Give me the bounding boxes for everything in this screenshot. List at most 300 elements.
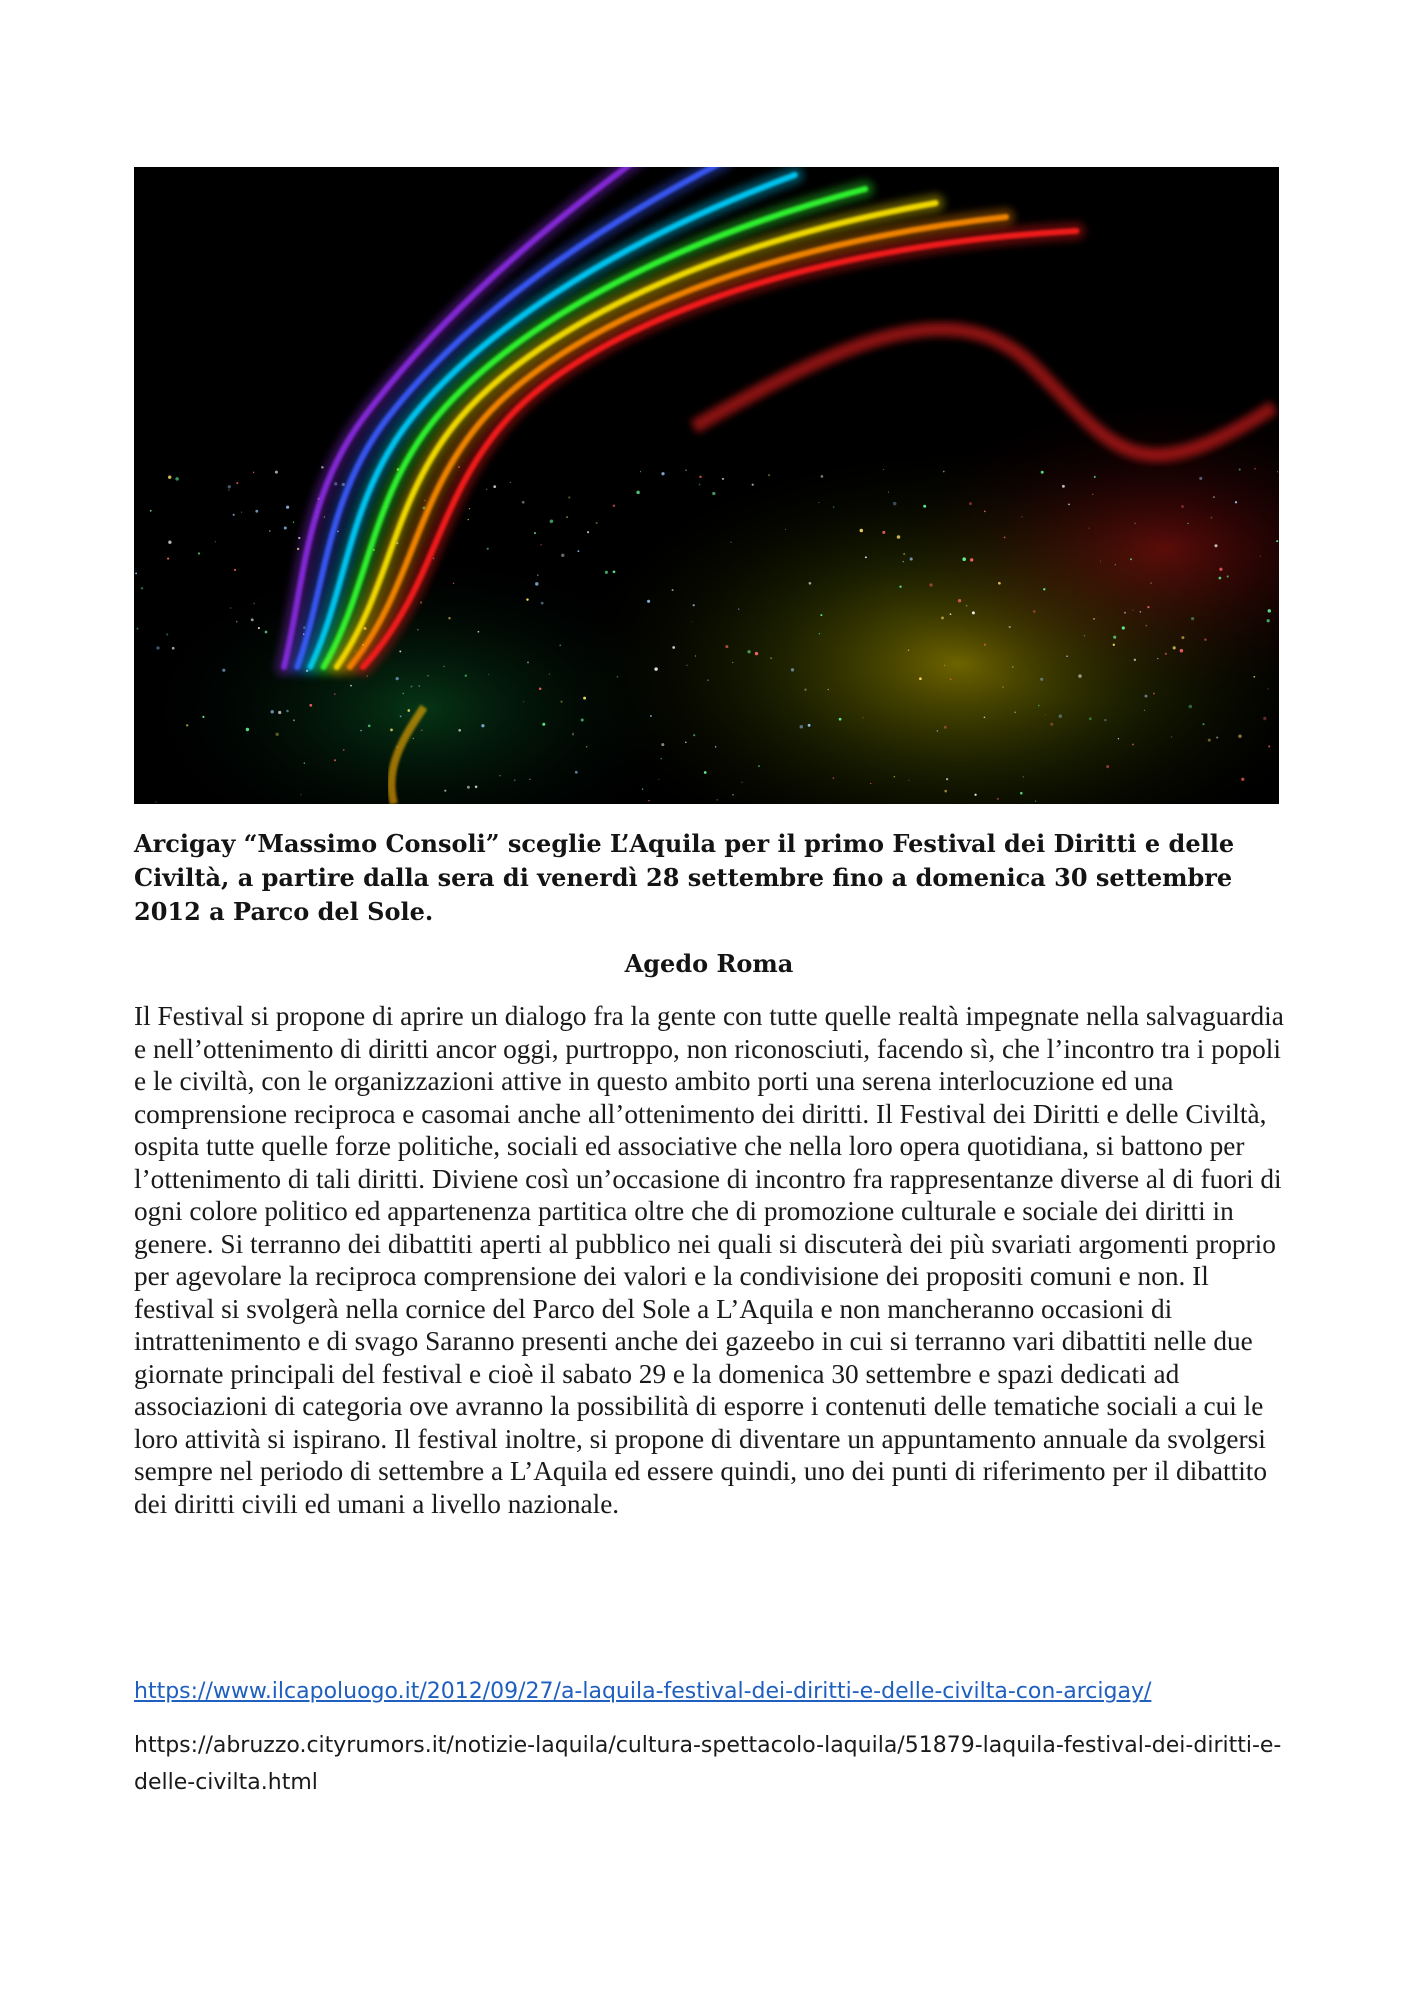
star [699,476,701,478]
hero-image [134,167,1279,804]
star [444,790,446,792]
star [672,589,674,591]
star [691,621,692,622]
star [997,798,999,800]
star [481,724,484,727]
star [1035,800,1036,801]
star [258,627,260,629]
star [966,605,968,607]
star [198,552,200,554]
star [969,502,972,505]
star [1241,778,1244,781]
star [958,599,961,602]
star [560,701,562,703]
star [1147,606,1149,608]
star [343,749,345,751]
star [549,674,550,675]
star [919,677,922,680]
star [808,724,811,727]
star [833,506,835,508]
star [150,510,152,512]
star [246,728,249,731]
star [1199,477,1202,480]
star [984,717,986,719]
star [1009,626,1011,628]
star [1235,501,1237,503]
star [661,743,664,746]
star [707,680,708,681]
star [407,709,410,712]
star [321,466,324,469]
star [738,608,739,609]
star [583,697,586,700]
star [1130,558,1132,560]
star [693,604,695,606]
star [269,530,271,532]
star [135,572,137,574]
star [970,558,973,561]
star [1004,536,1006,538]
star [1140,611,1141,612]
star [752,484,754,486]
star [550,520,554,524]
star [704,771,707,774]
star [661,472,664,475]
star [402,693,403,694]
star [529,779,530,780]
star [893,502,897,506]
star [1268,609,1271,612]
star [1267,619,1270,622]
star [1180,649,1184,653]
star [265,631,268,634]
star [1132,610,1133,611]
star [286,506,289,509]
star [458,729,461,732]
star [661,758,662,759]
star [865,556,867,558]
star [1118,738,1119,739]
article-author: Agedo Roma [624,949,794,978]
star [309,704,312,707]
star [755,652,758,655]
star [699,484,701,486]
star [768,474,770,476]
star [255,510,258,513]
star [946,778,948,780]
star [785,529,786,530]
star [1253,676,1255,678]
star [1218,577,1221,580]
source-link-ilcapoluogo[interactable]: https://www.ilcapoluogo.it/2012/09/27/a-laquila-festival-dei-diritti-e-delle-civilta-con-arcigay/ [134,1679,1152,1704]
star [937,730,939,732]
star [1045,714,1046,715]
star [839,718,842,721]
star [658,779,659,780]
star [572,734,574,736]
star [984,511,986,513]
star [360,730,362,732]
star [613,504,616,507]
star [1189,705,1193,709]
star [444,666,445,667]
star [1059,715,1062,718]
star [1043,588,1045,590]
star [1088,527,1089,528]
star [233,514,235,516]
star [253,472,254,473]
star [522,501,525,504]
star [1084,635,1085,636]
star [732,794,734,796]
star [899,586,901,588]
star [168,541,171,544]
source-link-cityrumors: https://abruzzo.cityrumors.it/notizie-laquila/cultura-spettacolo-laquila/51879-laquila-festival-dei-diritti-e-delle-civilta.html [134,1733,1282,1795]
star [685,741,687,743]
star [1132,744,1134,746]
star [1135,523,1136,524]
star [1268,745,1270,747]
star [1094,476,1096,478]
star [168,475,171,478]
star [903,561,904,562]
star [695,655,696,656]
star [527,661,529,663]
star [413,738,414,739]
star [577,550,579,552]
star [228,489,229,490]
star [908,649,910,651]
star [1124,612,1126,614]
star [298,537,300,539]
star [791,668,794,671]
star [334,693,336,695]
star [882,531,885,534]
star [712,492,715,495]
star [1171,736,1172,737]
star [1012,666,1013,667]
star [1066,655,1068,657]
star [421,729,423,731]
star [539,688,542,691]
star [251,618,254,621]
star [1040,678,1043,681]
star [888,492,889,493]
star [1150,582,1152,584]
star [167,558,169,560]
star [1078,674,1081,677]
star [465,674,467,676]
star [241,512,242,513]
star [350,685,352,687]
star [1191,617,1194,620]
star [514,779,516,781]
star [155,801,156,802]
star [1208,739,1211,742]
star [1113,636,1116,639]
star [715,746,716,747]
star [427,675,428,676]
star [1213,496,1215,498]
star [722,478,724,480]
star [1002,686,1003,687]
article-headline: Arcigay “Massimo Consoli” sceglie L’Aquila per il primo Festival dei Diritti e delle Civiltà, a partire dalla sera di venerdì 28 settembre fino a domenica 30 settembre 2012 a Parco del Sole. [134,829,1235,926]
star [1239,469,1241,471]
star [586,746,587,747]
star [605,571,608,574]
star [1181,505,1184,508]
star [672,646,675,649]
star [860,529,864,533]
star [271,710,274,713]
star [1038,705,1040,707]
star [950,613,952,615]
star [1113,644,1115,646]
star [693,734,695,736]
star [950,678,952,680]
star [910,557,913,560]
star [137,628,139,630]
star [725,645,728,648]
star [944,790,947,793]
star [236,621,237,622]
star [141,587,144,590]
star [1263,717,1266,720]
star [870,783,871,784]
star [1144,710,1145,711]
star [941,616,944,619]
star [984,644,986,646]
star [1092,494,1093,495]
star [730,542,731,543]
star [642,788,644,790]
star [828,689,829,690]
star [617,676,619,678]
star [276,733,279,736]
star [420,601,422,603]
star [534,532,536,534]
star [897,535,901,539]
star [742,782,743,783]
star [654,667,657,670]
star [234,569,236,571]
star [215,541,216,542]
star [998,582,1001,585]
star [1204,638,1207,641]
star [499,775,501,777]
star [400,716,402,718]
star [540,544,542,546]
star [1214,544,1217,547]
star [1254,468,1255,469]
star [636,491,640,495]
star [640,471,641,472]
star [230,607,231,608]
star [278,711,281,714]
star [1033,610,1036,613]
star [275,471,278,474]
star [1089,717,1092,720]
star [468,519,469,520]
star [833,777,834,778]
star [487,548,489,550]
star [1104,719,1106,721]
star [228,485,231,488]
star [399,650,401,652]
star [467,786,470,789]
star [1145,695,1148,698]
star [929,583,932,586]
star [156,646,159,649]
star [908,779,909,780]
star [770,657,771,658]
star [747,650,750,653]
star [367,675,368,676]
star [650,715,652,717]
star [1165,653,1167,655]
star [334,759,336,761]
star [304,762,305,763]
star [962,557,966,561]
star [293,521,294,522]
star [818,502,819,503]
star [172,647,175,650]
star [1153,693,1155,695]
star [809,582,812,585]
star [1260,556,1261,557]
star [510,482,511,483]
star [493,485,496,488]
star [613,570,616,573]
star [526,598,528,600]
star [284,526,287,529]
rainbow-profile-illustration [134,167,1279,804]
star [1238,734,1241,737]
star [286,710,289,713]
star [561,554,564,557]
star [478,631,480,633]
star [1023,776,1024,777]
star [1100,561,1101,562]
star [944,665,945,666]
star [1267,688,1268,689]
star [523,701,524,702]
star [1050,723,1053,726]
star [1277,471,1278,472]
star [648,800,649,801]
star [202,716,204,718]
star [368,724,371,727]
star [396,677,399,680]
star [800,725,804,729]
star [1115,564,1116,565]
star [1106,765,1109,768]
star [1157,658,1158,659]
star [1068,504,1070,506]
star [862,717,863,718]
star [943,471,945,473]
star [1093,618,1095,620]
star [1173,646,1176,649]
star [542,723,545,726]
star [575,771,578,774]
star [686,665,687,666]
star [535,582,539,586]
star [758,765,760,767]
star [1181,636,1184,639]
star [903,553,905,555]
star [488,674,489,675]
star [923,505,926,508]
star [448,617,450,619]
star [587,531,589,533]
star [417,629,418,630]
star [1134,659,1136,661]
star [475,786,478,789]
star [1014,711,1016,713]
star [293,719,295,721]
star [541,602,544,605]
star [411,686,413,688]
star [486,489,487,490]
star [175,477,179,481]
star [581,718,584,721]
star [819,633,820,634]
star [1202,723,1204,725]
star [1219,568,1222,571]
star [685,469,686,470]
star [717,799,718,800]
star [1187,523,1188,524]
star [1041,471,1044,474]
star [1216,736,1218,738]
star [253,603,255,605]
star [559,645,561,647]
star [236,482,238,484]
star [732,662,733,663]
star [820,614,822,616]
star [1145,625,1147,627]
star [944,726,947,729]
star [972,611,975,614]
star [1021,516,1022,517]
star [1062,485,1065,488]
star [418,685,420,687]
star [647,600,650,603]
star [804,689,806,691]
star [1122,626,1125,629]
star [537,574,538,575]
star [469,508,470,509]
star [1227,575,1229,577]
star [1211,517,1213,519]
star [894,776,895,777]
star [883,469,884,470]
star [596,522,598,524]
star [300,794,301,795]
star [1276,540,1278,542]
star [390,729,393,732]
star [453,583,455,585]
star [1020,792,1023,795]
star [566,516,568,518]
star [222,669,225,672]
star [974,794,976,796]
star [166,633,168,635]
star [186,724,188,726]
star [821,475,824,478]
star [568,496,570,498]
